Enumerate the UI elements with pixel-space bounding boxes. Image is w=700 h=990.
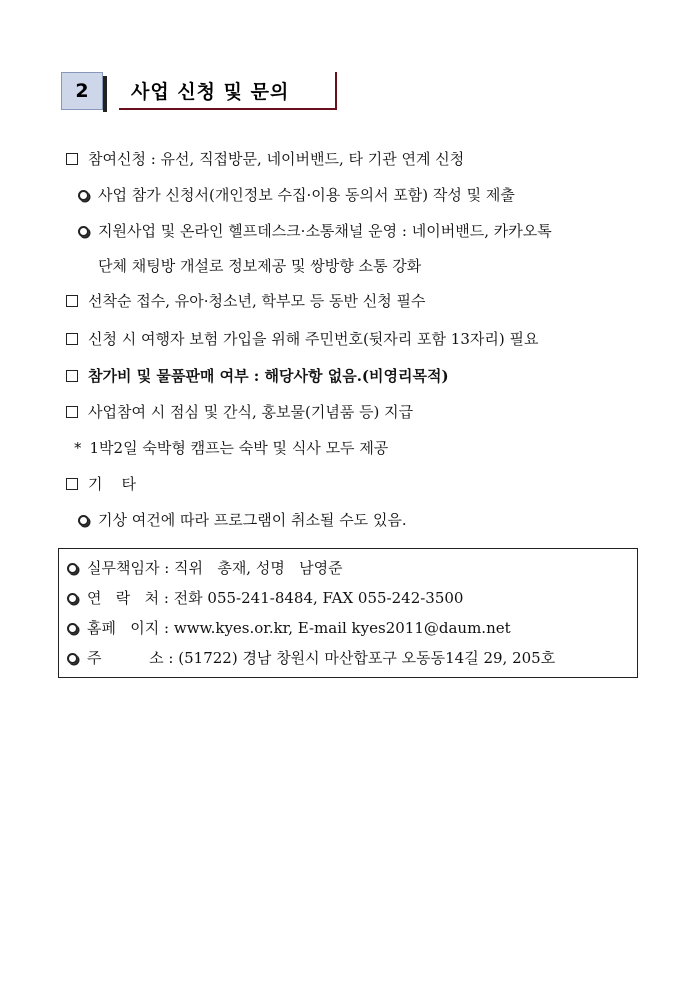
circle-bullet-icon	[67, 593, 78, 604]
list-item-continuation: 단체 채팅방 개설로 정보제공 및 쌍방향 소통 강화	[98, 257, 422, 275]
list-item: 참여신청 : 유선, 직접방문, 네이버밴드, 타 기관 연계 신청	[66, 149, 464, 169]
list-item-note: * 1박2일 숙박형 캠프는 숙박 및 식사 모두 제공	[74, 439, 389, 457]
square-bullet-icon	[66, 478, 78, 490]
contact-phone: 연 락 처 : 전화 055-241-8484, FAX 055-242-3500	[67, 588, 463, 608]
contact-homepage: 홈페 이지 : www.kyes.or.kr, E-mail kyes2011@daum.net	[67, 618, 511, 638]
list-item: 기상 여건에 따라 프로그램이 취소될 수도 있음.	[78, 510, 407, 530]
circle-bullet-icon	[67, 563, 78, 574]
circle-bullet-icon	[67, 653, 78, 664]
list-item: 기 타	[66, 474, 136, 494]
list-item: 참가비 및 물품판매 여부 : 해당사항 없음.(비영리목적)	[66, 366, 449, 386]
square-bullet-icon	[66, 333, 78, 345]
contact-box	[58, 548, 638, 678]
circle-bullet-icon	[67, 623, 78, 634]
square-bullet-icon	[66, 153, 78, 165]
list-item: 사업 참가 신청서(개인정보 수집·이용 동의서 포함) 작성 및 제출	[78, 185, 515, 205]
list-item: 신청 시 여행자 보험 가입을 위해 주민번호(뒷자리 포함 13자리) 필요	[66, 329, 538, 349]
circle-bullet-icon	[78, 515, 89, 526]
square-bullet-icon	[66, 406, 78, 418]
list-item: 사업참여 시 점심 및 간식, 홍보물(기념품 등) 지급	[66, 402, 413, 422]
list-item: 지원사업 및 온라인 헬프데스크·소통채널 운영 : 네이버밴드, 카카오톡	[78, 221, 552, 241]
section-number: 2	[61, 72, 103, 110]
circle-bullet-icon	[78, 226, 89, 237]
section-title: 사업 신청 및 문의	[131, 81, 290, 103]
square-bullet-icon	[66, 370, 78, 382]
contact-manager: 실무책임자 : 직위 총재, 성명 남영준	[67, 558, 343, 578]
asterisk-icon: *	[74, 439, 82, 457]
contact-address: 주 소 : (51722) 경남 창원시 마산합포구 오동동14길 29, 205호	[67, 648, 555, 668]
circle-bullet-icon	[78, 190, 89, 201]
square-bullet-icon	[66, 295, 78, 307]
list-item: 선착순 접수, 유아·청소년, 학부모 등 동반 신청 필수	[66, 291, 425, 311]
